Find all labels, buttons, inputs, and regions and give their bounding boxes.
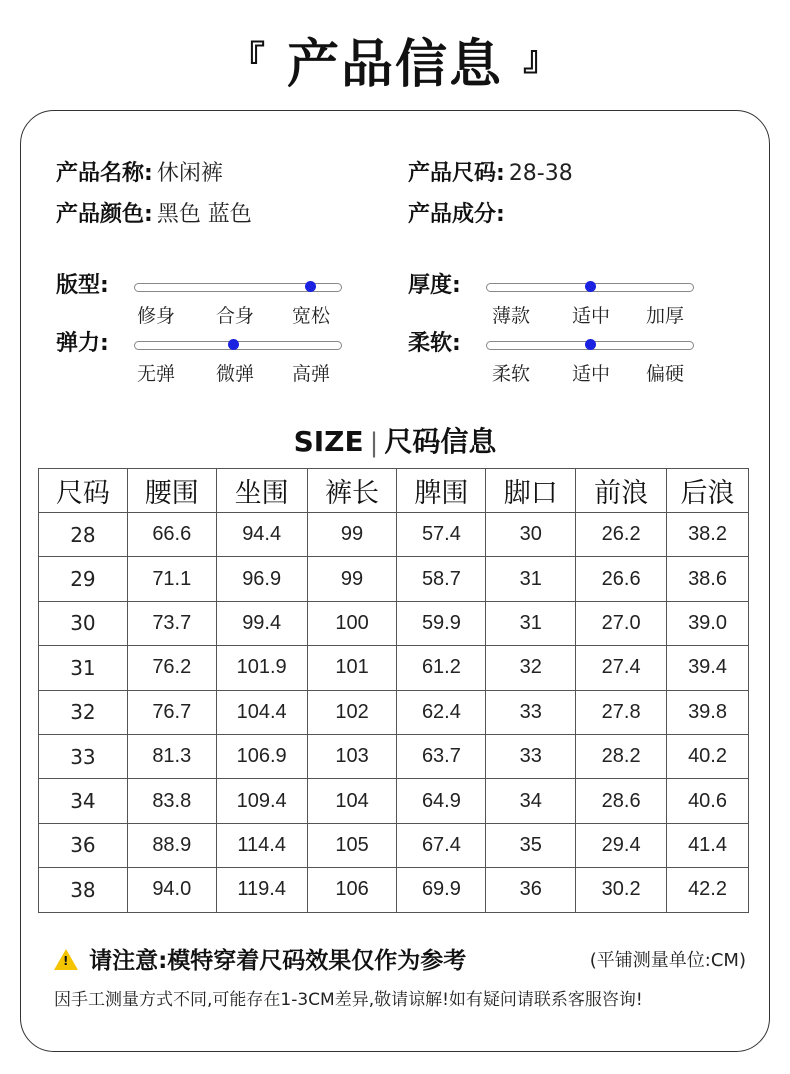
measure-cell: 99 [307, 557, 397, 601]
measure-cell: 28.6 [576, 779, 667, 823]
fit-notice [54, 942, 754, 975]
size-heading-en: SIZE [293, 425, 364, 458]
measure-cell: 41.4 [667, 823, 749, 867]
measure-cell: 94.0 [127, 868, 216, 912]
elasticity-tick: 无弹 [137, 363, 176, 385]
measure-cell: 109.4 [216, 779, 307, 823]
table-row [39, 734, 749, 778]
measure-cell: 38.6 [667, 557, 749, 601]
table-row [39, 646, 749, 690]
measure-cell: 101.9 [216, 646, 307, 690]
thickness-tick: 加厚 [646, 305, 685, 327]
size-cell: 28 [39, 513, 128, 557]
size-header-cell: 前浪 [576, 469, 667, 513]
size-heading-separator: | [369, 428, 379, 458]
fit-tick: 宽松 [292, 305, 331, 327]
table-row [39, 779, 749, 823]
size-cell: 33 [39, 734, 128, 778]
measure-cell: 31 [486, 601, 576, 645]
product-material-row [408, 197, 509, 228]
measurement-unit-note: (平铺测量单位:CM) [589, 950, 746, 971]
product-size-row [408, 156, 573, 187]
measure-cell: 36 [486, 868, 576, 912]
size-header-cell: 坐围 [216, 469, 307, 513]
measure-cell: 40.2 [667, 734, 749, 778]
warning-glyph: ! [63, 954, 69, 968]
measure-cell: 27.4 [576, 646, 667, 690]
size-cell: 30 [39, 601, 128, 645]
measure-cell: 34 [486, 779, 576, 823]
measure-cell: 103 [307, 734, 397, 778]
product-name-row [56, 156, 223, 187]
measure-cell: 76.7 [127, 690, 216, 734]
measure-cell: 94.4 [216, 513, 307, 557]
measure-cell: 27.0 [576, 601, 667, 645]
size-cell: 31 [39, 646, 128, 690]
elasticity-tick: 微弹 [216, 363, 255, 385]
product-color-label: 产品颜色: [56, 202, 153, 227]
measure-cell: 40.6 [667, 779, 749, 823]
measure-cell: 67.4 [397, 823, 486, 867]
measure-cell: 64.9 [397, 779, 486, 823]
product-name-label: 产品名称: [56, 161, 153, 186]
measure-cell: 33 [486, 690, 576, 734]
elasticity-scale [56, 326, 376, 386]
measure-cell: 100 [307, 601, 397, 645]
size-cell: 38 [39, 868, 128, 912]
thickness-scale-marker [585, 281, 596, 292]
measure-cell: 42.2 [667, 868, 749, 912]
table-row [39, 868, 749, 912]
size-header-cell: 裤长 [307, 469, 397, 513]
elasticity-tick: 高弹 [292, 363, 331, 385]
product-color-value: 黑色 蓝色 [156, 202, 252, 227]
size-header-cell: 脚口 [486, 469, 576, 513]
measure-cell: 114.4 [216, 823, 307, 867]
fit-scale [56, 268, 376, 328]
product-name-value: 休闲裤 [156, 161, 223, 186]
measure-cell: 31 [486, 557, 576, 601]
product-color-row [56, 197, 252, 228]
softness-tick: 偏硬 [646, 363, 685, 385]
size-table-header-row [39, 469, 749, 513]
measure-cell: 73.7 [127, 601, 216, 645]
measure-cell: 81.3 [127, 734, 216, 778]
size-header-cell: 腰围 [127, 469, 216, 513]
measure-cell: 66.6 [127, 513, 216, 557]
measure-cell: 83.8 [127, 779, 216, 823]
measure-cell: 57.4 [397, 513, 486, 557]
size-section-heading [0, 420, 790, 460]
title-bracket-right: 』 [523, 39, 560, 79]
fit-scale-label: 版型: [56, 273, 109, 298]
product-size-value: 28-38 [508, 161, 573, 186]
table-row [39, 601, 749, 645]
size-cell: 29 [39, 557, 128, 601]
page-title [0, 22, 790, 97]
size-header-cell: 尺码 [39, 469, 128, 513]
thickness-tick: 薄款 [492, 305, 531, 327]
table-row [39, 690, 749, 734]
thickness-tick: 适中 [572, 305, 611, 327]
size-heading-cn: 尺码信息 [384, 425, 497, 458]
measure-cell: 101 [307, 646, 397, 690]
measure-cell: 30 [486, 513, 576, 557]
softness-tick: 柔软 [492, 363, 531, 385]
size-table [38, 468, 749, 913]
warning-icon [54, 949, 78, 970]
measure-cell: 71.1 [127, 557, 216, 601]
title-bracket-left: 『 [230, 39, 267, 79]
size-cell: 36 [39, 823, 128, 867]
measure-cell: 59.9 [397, 601, 486, 645]
fit-tick: 修身 [137, 305, 176, 327]
measure-cell: 104 [307, 779, 397, 823]
measure-cell: 33 [486, 734, 576, 778]
table-row [39, 557, 749, 601]
size-header-cell: 脾围 [397, 469, 486, 513]
size-cell: 34 [39, 779, 128, 823]
measure-cell: 32 [486, 646, 576, 690]
softness-tick: 适中 [572, 363, 611, 385]
measurement-disclaimer: 因手工测量方式不同,可能存在1-3CM差异,敬请谅解!如有疑问请联系客服咨询! [54, 990, 643, 1010]
measure-cell: 99 [307, 513, 397, 557]
measure-cell: 28.2 [576, 734, 667, 778]
elasticity-scale-label: 弹力: [56, 331, 109, 356]
softness-scale-marker [585, 339, 596, 350]
fit-tick: 合身 [216, 305, 255, 327]
measure-cell: 76.2 [127, 646, 216, 690]
measure-cell: 104.4 [216, 690, 307, 734]
measure-cell: 102 [307, 690, 397, 734]
title-text: 产品信息 [286, 35, 503, 95]
measure-cell: 27.8 [576, 690, 667, 734]
measure-cell: 38.2 [667, 513, 749, 557]
notice-text: 请注意:模特穿着尺码效果仅作为参考 [89, 948, 467, 974]
measure-cell: 63.7 [397, 734, 486, 778]
measure-cell: 39.8 [667, 690, 749, 734]
measure-cell: 88.9 [127, 823, 216, 867]
softness-scale-label: 柔软: [408, 331, 461, 356]
thickness-scale [408, 268, 728, 328]
measure-cell: 58.7 [397, 557, 486, 601]
measure-cell: 26.2 [576, 513, 667, 557]
measure-cell: 29.4 [576, 823, 667, 867]
measure-cell: 96.9 [216, 557, 307, 601]
measure-cell: 61.2 [397, 646, 486, 690]
measure-cell: 30.2 [576, 868, 667, 912]
measure-cell: 106.9 [216, 734, 307, 778]
softness-scale [408, 326, 728, 386]
table-row [39, 513, 749, 557]
thickness-scale-label: 厚度: [408, 273, 461, 298]
size-header-cell: 后浪 [667, 469, 749, 513]
measure-cell: 35 [486, 823, 576, 867]
measure-cell: 106 [307, 868, 397, 912]
size-cell: 32 [39, 690, 128, 734]
product-size-label: 产品尺码: [408, 161, 505, 186]
measure-cell: 119.4 [216, 868, 307, 912]
measure-cell: 99.4 [216, 601, 307, 645]
measure-cell: 39.4 [667, 646, 749, 690]
table-row [39, 823, 749, 867]
measure-cell: 39.0 [667, 601, 749, 645]
measure-cell: 105 [307, 823, 397, 867]
product-material-label: 产品成分: [408, 202, 505, 227]
measure-cell: 26.6 [576, 557, 667, 601]
measure-cell: 62.4 [397, 690, 486, 734]
measure-cell: 69.9 [397, 868, 486, 912]
